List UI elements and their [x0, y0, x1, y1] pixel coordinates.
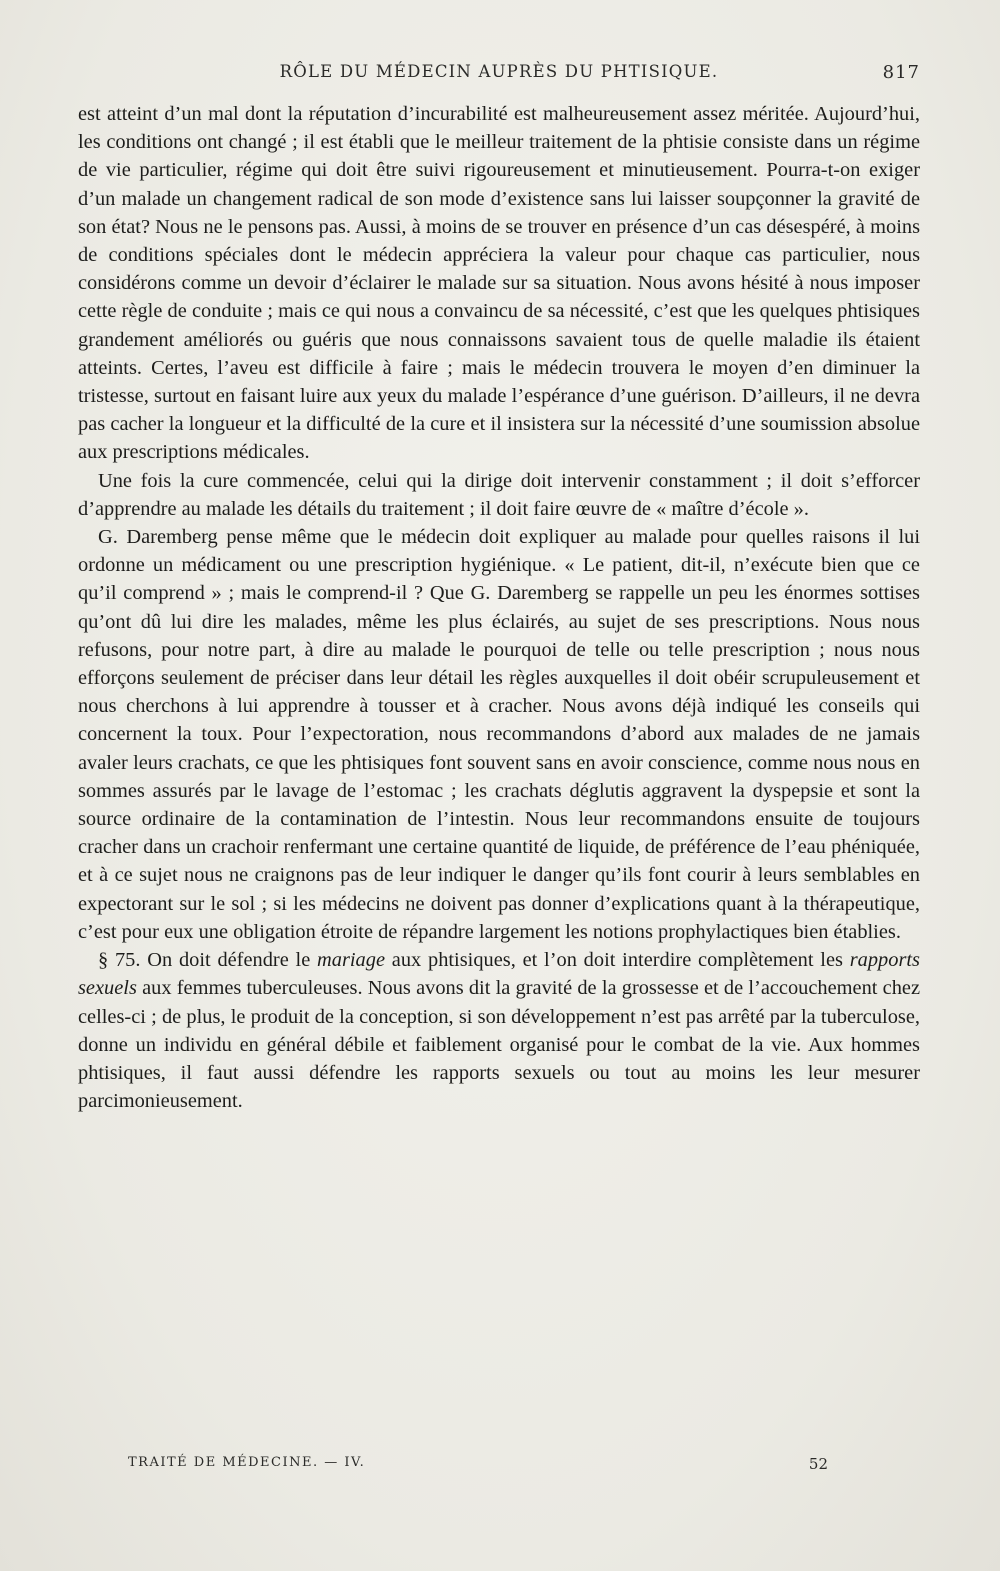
paragraph-4-text-b: aux phtisiques, et l’on doit interdire complètement les — [385, 949, 850, 972]
emphasis-rapports-sexuels: rapports sexuels — [78, 949, 920, 1000]
page-number: 817 — [882, 62, 920, 83]
signature-line: TRAITÉ DE MÉDECINE. — IV. — [128, 1455, 366, 1470]
paragraph-2: Une fois la cure commencée, celui qui la dirige doit intervenir constamment ; il doit s’efforcer d’apprendre au malade les détails du traitement ; il doit faire œuvre de « maître d’école ». — [78, 469, 920, 520]
paragraph-4 — [78, 946, 920, 1115]
emphasis-mariage: mariage — [317, 949, 385, 972]
paragraph-3: G. Daremberg pense même que le médecin doit expliquer au malade pour quelles raisons il lui ordonne un médicament ou une prescription hygiénique. « Le patient, dit-il, n’exécute bien que ce qu’il comprend » ; mais le comprend-il ? Que G. Daremberg se rappelle un peu les énormes sottises qu’ont dû lui dire les malades, même les plus éclairés, au sujet de ses prescriptions. Nous nous refusons, pour notre part, à dire au malade le pourquoi de telle ou telle prescription ; nous nous efforçons seulement de préciser dans leur détail les règles auxquelles il doit obéir scrupuleusement et nous cherchons à lui apprendre à tousser et à cracher. Nous avons déjà indiqué les conseils qui concernent la toux. Pour l’expectoration, nous recommandons d’abord aux malades de ne jamais avaler leurs crachats, ce que les phtisiques font souvent sans en avoir conscience, comme nous nous en sommes assurés par le lavage de l’estomac ; les crachats déglutis aggravent la dyspepsie et sont la source ordinaire de la contamination de l’intestin. Nous leur recommandons ensuite de toujours cracher dans un crachoir renfermant une certaine quantité de liquide, de préférence de l’eau phéniquée, et à ce sujet nous ne craignons pas de leur indiquer le danger qu’ils font courir à leurs semblables en expectorant sur le sol ; si les médecins ne doivent pas donner d’explications quant à la thérapeutique, c’est pour eux une obligation étroite de répandre largement les notions prophylactiques bien établies. — [78, 526, 920, 943]
running-head: RÔLE DU MÉDECIN AUPRÈS DU PHTISIQUE. — [279, 62, 719, 81]
paragraph-4-text-a: On doit défendre le — [140, 949, 318, 972]
signature-number: 52 — [808, 1455, 828, 1473]
page-footer — [128, 1455, 828, 1481]
body-text — [78, 100, 920, 1115]
paragraph-4-text-c: aux femmes tuberculeuses. Nous avons dit la gravité de la grossesse et de l’accouchement chez celles-ci ; de plus, le produit de la conception, si son développement n’est pas arrêté par la tuberculose, donne un individu en général débile et faiblement organisé pour le combat de la vie. Aux hommes phtisiques, il faut aussi défendre les rapports sexuels ou tout au moins les leur mesurer parcimonieusement. — [78, 977, 920, 1113]
section-number: § 75. — [98, 949, 141, 972]
paragraph-1: est atteint d’un mal dont la réputation d’incurabilité est malheureusement assez méritée. Aujourd’hui, les conditions ont changé ; il est établi que le meilleur traitement de la phtisie consiste dans un régime de vie particulier, régime qui doit être suivi rigoureusement et minutieusement. Pourra-t-on exiger d’un malade un changement radical de son mode d’existence sans lui laisser soupçonner la gravité de son état? Nous ne le pensons pas. Aussi, à moins de se trouver en présence d’un cas désespéré, à moins de conditions spéciales dont le médecin appréciera la valeur pour chaque cas particulier, nous considérons comme un devoir d’éclairer le malade sur sa situation. Nous avons hésité à nous imposer cette règle de conduite ; mais ce qui nous a convaincu de sa nécessité, c’est que les quelques phtisiques grandement améliorés ou guéris que nous connaissons savaient tous de quelle maladie ils étaient atteints. Certes, l’aveu est difficile à faire ; mais le médecin trouvera le moyen d’en diminuer la tristesse, surtout en faisant luire aux yeux du malade l’espérance d’une guérison. D’ailleurs, il ne devra pas cacher la longueur et la difficulté de la cure et il insistera sur la nécessité d’une soumission absolue aux prescriptions médicales. — [78, 103, 920, 464]
page-header — [78, 58, 920, 90]
